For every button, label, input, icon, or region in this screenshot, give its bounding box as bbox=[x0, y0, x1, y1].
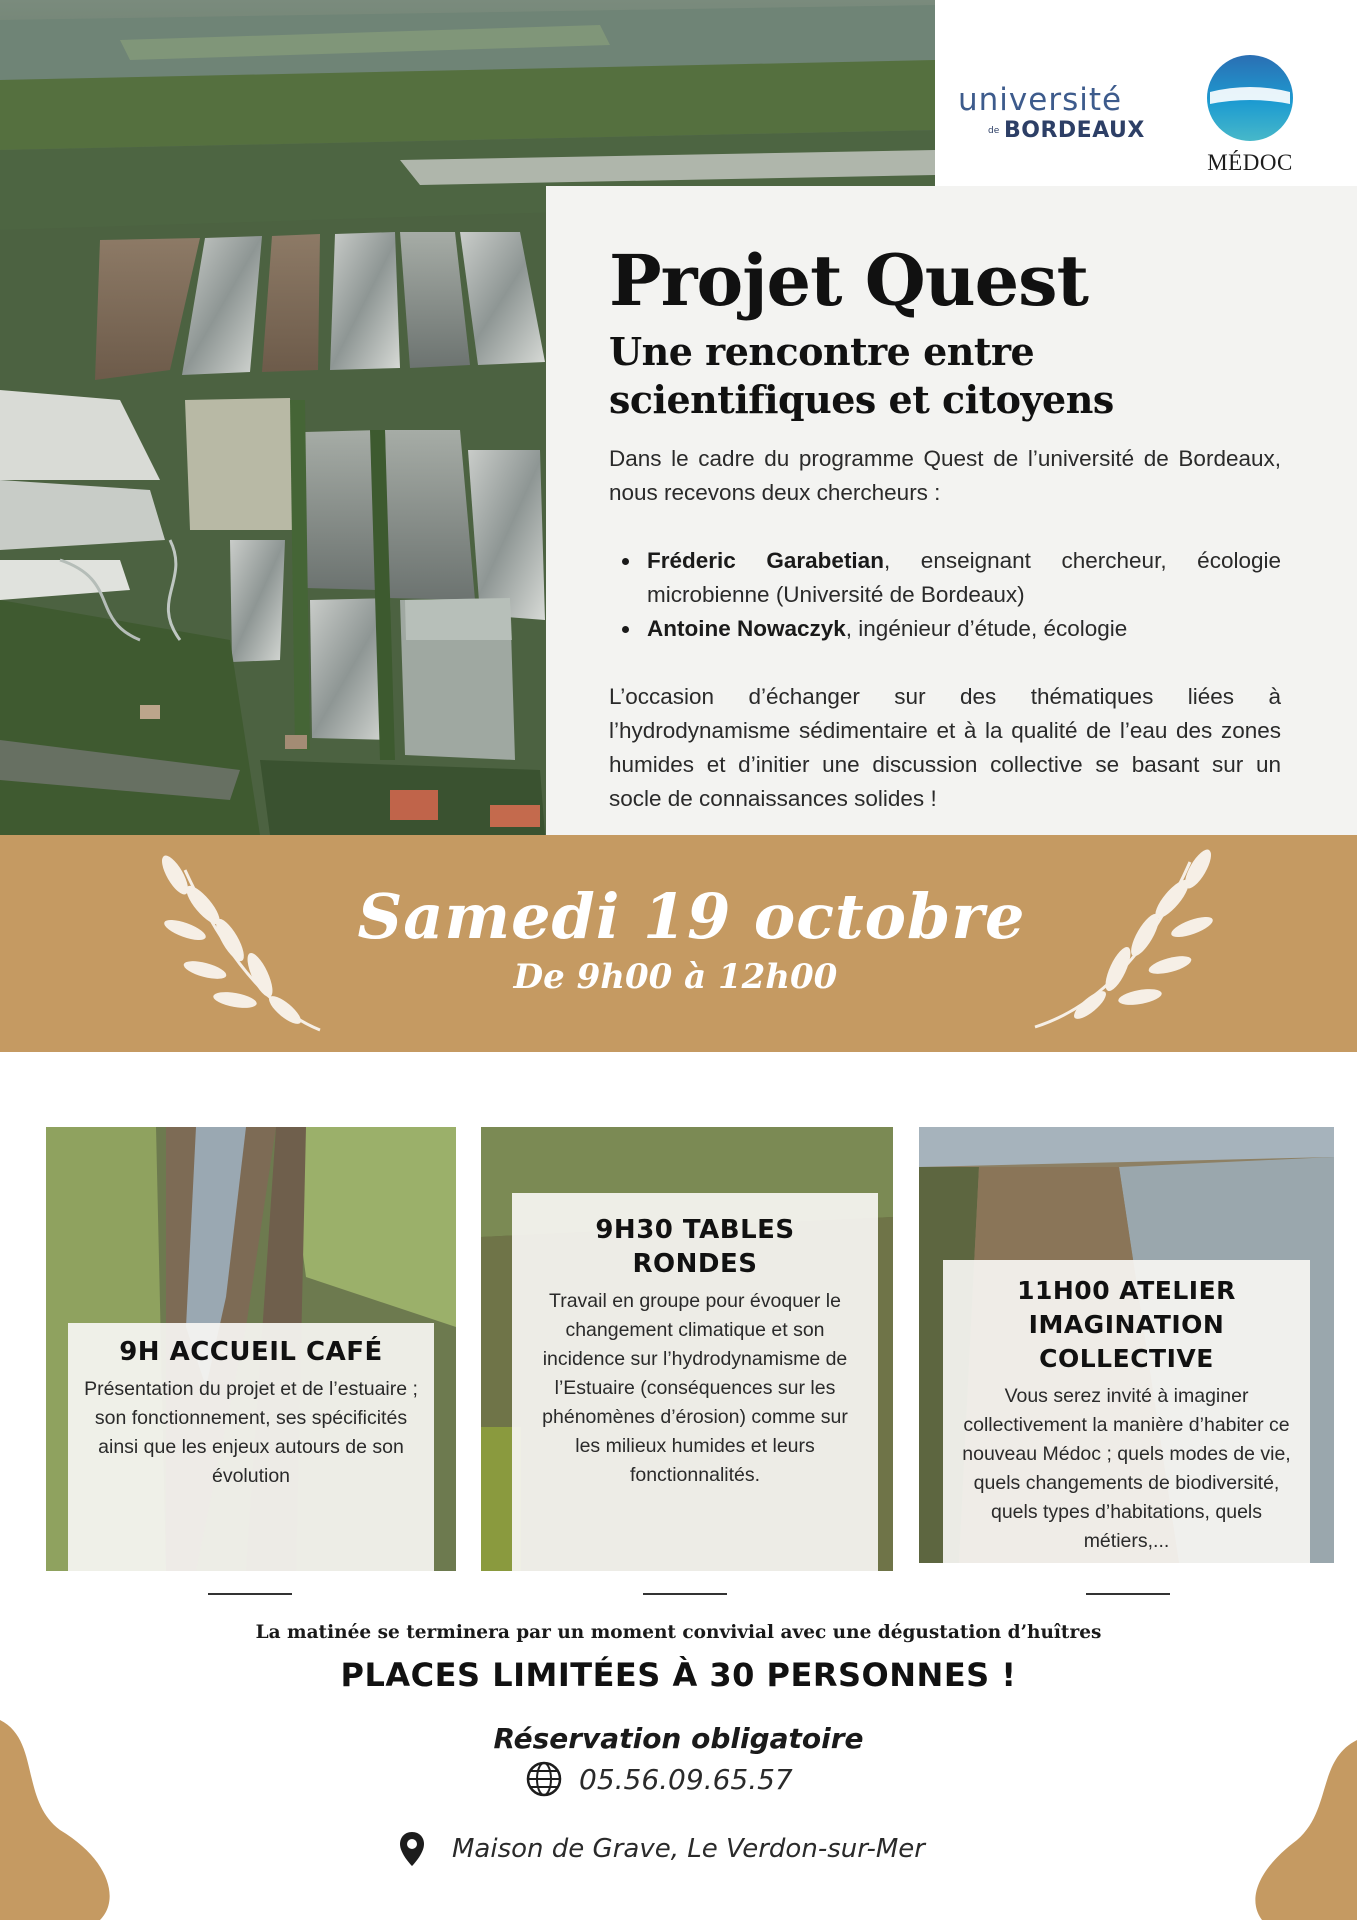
address-text: Maison de Grave, Le Verdon-sur-Mer bbox=[452, 1834, 925, 1864]
intro-text-block bbox=[609, 236, 1281, 816]
speaker-list bbox=[647, 544, 1281, 646]
page-title: Projet Quest bbox=[609, 239, 1088, 322]
program-text: Vous serez invité à imaginer collectivement la manière d’habiter ce nouveau Médoc ; quels modes de vie, quels changements de biodiversité, quels types d’habitations, quels métiers,... bbox=[962, 1385, 1291, 1552]
program-title: 9H ACCUEIL CAFÉ bbox=[119, 1337, 383, 1367]
date-banner bbox=[0, 835, 1357, 1052]
program-card-box bbox=[68, 1323, 434, 1571]
cpie-logo-text bbox=[1212, 80, 1288, 115]
globe-icon bbox=[525, 1760, 563, 1798]
event-date: Samedi 19 octobre bbox=[357, 880, 1026, 953]
intro-paragraph: Dans le cadre du programme Quest de l’université de Bordeaux, nous recevons deux chercheurs : bbox=[609, 446, 1281, 505]
universite-logo-text: université bbox=[958, 82, 1123, 118]
divider bbox=[1086, 1593, 1170, 1595]
reservation-label: Réservation obligatoire bbox=[493, 1722, 864, 1755]
closing-note: La matinée se terminera par un moment convivial avec une dégustation d’huîtres bbox=[255, 1622, 1102, 1643]
program-text: Présentation du projet et de l’estuaire ; son fonctionnement, ses spécificités ainsi que les enjeux autours de son évolution bbox=[84, 1378, 418, 1487]
event-time: De 9h00 à 12h00 bbox=[513, 957, 838, 997]
address-contact bbox=[398, 1826, 925, 1872]
program-card-box bbox=[943, 1260, 1310, 1563]
phone-number[interactable]: 05.56.09.65.57 bbox=[579, 1762, 793, 1796]
cpie-logo-place: MÉDOC bbox=[1207, 150, 1293, 175]
program-card-box bbox=[512, 1193, 878, 1571]
speaker-item bbox=[647, 544, 1281, 612]
speaker-name: Fréderic Garabetian bbox=[647, 548, 884, 573]
speaker-item bbox=[647, 612, 1281, 646]
speaker-role: , ingénieur d’étude, écologie bbox=[845, 616, 1128, 641]
location-pin-icon bbox=[398, 1830, 426, 1868]
universite-logo-city: BORDEAUX bbox=[1004, 118, 1145, 143]
program-title-line1: 11H00 ATELIER bbox=[1017, 1276, 1236, 1305]
cpie-medoc-logo bbox=[1195, 52, 1305, 187]
universite-logo-de: de bbox=[988, 126, 1000, 136]
program-title: 9H30 TABLES RONDES bbox=[595, 1215, 795, 1279]
places-limitees: PLACES LIMITÉES À 30 PERSONNES ! bbox=[340, 1656, 1017, 1694]
program-card-atelier bbox=[919, 1127, 1334, 1563]
phone-contact[interactable] bbox=[525, 1756, 793, 1802]
divider bbox=[643, 1593, 727, 1595]
cpie-globe-icon bbox=[1202, 52, 1298, 142]
speaker-name: Antoine Nowaczyk bbox=[647, 616, 846, 641]
divider bbox=[208, 1593, 292, 1595]
speaker-role: , enseignant chercheur, écologie microbienne (Université de Bordeaux) bbox=[647, 548, 1281, 607]
universite-bordeaux-logo bbox=[958, 82, 1153, 152]
program-text: Travail en groupe pour évoquer le changement climatique et son incidence sur l’hydrodynamisme de l’Estuaire (conséquences sur les phénomènes d’érosion) comme sur les milieux humides et leurs fonctionnalités. bbox=[542, 1290, 848, 1486]
program-card-accueil bbox=[46, 1127, 456, 1571]
program-title-line2: IMAGINATION COLLECTIVE bbox=[1028, 1310, 1225, 1373]
decorative-blob-right bbox=[1237, 1740, 1357, 1920]
program-card-tables-rondes bbox=[481, 1127, 893, 1571]
occasion-paragraph: L’occasion d’échanger sur des thématiques liées à l’hydrodynamisme sédimentaire et à la qualité de l’eau des zones humides et d’initier une discussion collective se basant sur un socle de connaissances solides ! bbox=[609, 684, 1281, 811]
laurel-right-icon bbox=[1030, 847, 1230, 1037]
page-subtitle: Une rencontre entre scientifiques et citoyens bbox=[609, 329, 1114, 422]
